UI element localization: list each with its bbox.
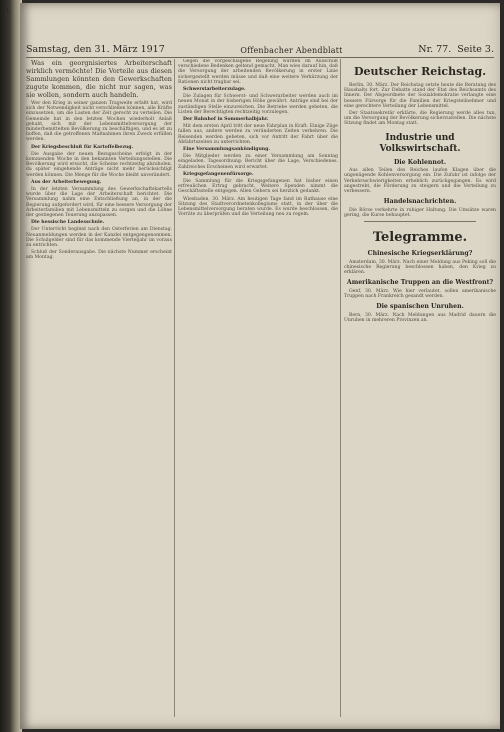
article-text: Der Staatssekretär erklärte, die Regierung werde alles tun, um die Versorgung der Bevölkerung sicherzustellen. Die nächste Sitzung findet am Montag statt. (344, 111, 496, 127)
column-right (344, 59, 496, 717)
article-text: Aus allen Teilen des Reiches laufen Klagen über die ungenügende Kohlenversorgung ein. Die Zufuhr ist infolge der Verkehrsschwierigkeiten erheblich zurückgegangen. Es wird angestrebt, die Förderung zu steigern und die Verteilung zu verbessern. (344, 168, 496, 194)
telegrams-headline: Telegramme. (372, 230, 468, 246)
spine-label: 31. 3. (2, 8, 12, 22)
article-text: Berlin, 30. März. Der Reichstag setzte heute die Beratung des Haushalts fort. Zur Debatte stand der Etat des Reichsamts des Innern. Der Abgeordnete der Sozialdemokratie verlangte eine bessere Fürsorge für die Familien der Kriegsteilnehmer und eine gerechtere Verteilung der Lebensmittel. (344, 83, 496, 109)
article-text: Die Zulagen für Schwerst- und Schwerarbeiter werden auch im neuen Monat in der bisherigen Höhe gewährt. Anträge sind bei der zuständigen Stelle einzureichen. Die Betriebe werden gebeten, die Listen der Berechtigten rechtzeitig vorzulegen. (178, 94, 338, 115)
article-text: Mit dem ersten April tritt der neue Fahrplan in Kraft. Einige Züge fallen aus, andere werden zu veränderten Zeiten verkehren. Die Reisenden werden gebeten, sich vor Antritt der Fahrt über die Abfahrtszeiten zu unterrichten. (178, 124, 338, 145)
reichstag-headline: Deutscher Reichstag. (353, 65, 487, 78)
article-heading: Der Bahnhof in Sommerhalbjahr. (183, 117, 269, 123)
article-text: Die Sammlung für die Kriegsgefangenen hat bisher einen erfreulichen Ertrag gebracht. Weitere Spenden nimmt die Geschäftsstelle entgegen. Allen Gebern sei herzlich gedankt. (178, 179, 338, 195)
article-text: Wiesbaden, 30. März. Am heutigen Tage fand im Rathause eine Sitzung des Stadtverordnetenkollegiums statt, in der über die Lebensmittelversorgung beraten wurde. Es wurde beschlossen, die Vorräte zu überprüfen und die Verteilung neu zu regeln. (178, 196, 338, 218)
article-text: Die Mitglieder werden zu einer Versammlung am Sonntag eingeladen. Tagesordnung: Bericht über die Lage, Verschiedenes. Zahlreiches Erscheinen wird erwartet. (178, 154, 338, 170)
article-heading: Die Kohlennot. (393, 158, 447, 166)
article-heading: Die spanischen Unruhen. (376, 303, 464, 311)
page-header (26, 41, 494, 55)
article-heading: Chinesische Kriegserklärung? (367, 250, 473, 258)
header-issue: Nr. 77. (418, 44, 452, 55)
newspaper-page (20, 3, 500, 729)
section-divider (364, 221, 476, 222)
economy-section-heading: Industrie und Volkswirtschaft. (379, 132, 461, 154)
article-lead: Was ein georgnisiertes Arbeiterschaft wirklich vermöchte! Die Vorteile aus diesen Sammlungen könnten den Gewerkschaften zugute kommen, die nicht nur sagen, was sie wollen, sondern auch handeln. (26, 59, 172, 99)
article-text: In der letzten Versammlung des Gewerkschaftskartells wurde über die Lage der Arbeiterschaft berichtet. Die Versammlung nahm eine Entschließung an, in der die Regierung aufgefordert wird, für eine bessere Versorgung der Arbeiterfamilien mit Lebensmitteln zu sorgen und die Löhne der gestiegenen Teuerung anzupassen. (26, 187, 172, 219)
header-issue-page (418, 44, 494, 55)
article-text: Die Börse verkehrte in ruhiger Haltung. Die Umsätze waren gering, die Kurse behauptet. (344, 207, 496, 218)
header-page: Seite 3. (457, 44, 494, 55)
article-heading: Handelsnachrichten. (383, 198, 457, 206)
article-text: Bern, 30. März. Nach Meldungen aus Madrid dauern die Unruhen in mehreren Provinzen an. (344, 312, 496, 323)
article-heading: Schwerstarbeiterzulage. (183, 87, 246, 93)
article-text: Gegen die vorgeschlagene Regelung wurden im Ausschuß verschiedene Bedenken geltend gemacht. Man wies darauf hin, daß die Versorgung der arbeitenden Bevölkerung in erster Linie sichergestellt werden müsse und daß eine weitere Verkürzung der Rationen nicht tragbar sei. (178, 59, 338, 85)
article-text: Schluß der Sonderausgabe. Die nächste Nummer erscheint am Montag. (26, 250, 172, 261)
header-date: Samstag, den 31. März 1917 (26, 44, 165, 55)
article-text: Genf, 30. März. Wie hier verlautet, sollen amerikanische Truppen nach Frankreich gesandt werden. (344, 288, 496, 299)
article-heading: Amerikanische Truppen an die Westfront? (346, 279, 494, 287)
header-rule (26, 57, 494, 58)
column-divider (174, 59, 175, 717)
article-text: Die Ausgabe der neuen Bezugsscheine erfolgt in der kommenden Woche in den bekannten Verteilungsstellen. Die Bevölkerung wird ersucht, die Scheine rechtzeitig abzuholen, da später eingehende Anträge nicht mehr berücksichtigt werden können. Die Menge für die Woche bleibt unverändert. (26, 151, 172, 178)
article-heading: Die hessische Landesschule. (31, 220, 105, 226)
article-text: Der Unterricht beginnt nach den Osterferien am Dienstag. Neuanmeldungen werden in der Kanzlei entgegengenommen. Die Schulgelder sind für das kommende Vierteljahr im voraus zu entrichten. (26, 227, 172, 249)
column-middle (178, 59, 338, 717)
article-heading: Der Kriegsbeschluß für Kartoffelbezug. (31, 144, 134, 150)
article-heading: Aus der Arbeiterbewegung. (31, 179, 102, 185)
article-text: Amsterdam, 30. März. Nach einer Meldung aus Peking soll die chinesische Regierung beschlossen haben, den Krieg zu erklären. (344, 259, 496, 275)
header-newspaper-name: Offenbacher Abendblatt (240, 46, 343, 55)
article-heading: Eine Versammlungsankündigung. (183, 147, 270, 153)
column-divider (340, 59, 341, 717)
column-left (26, 59, 172, 717)
article-text: Wer den Krieg in seiner ganzen Tragweite erfaßt hat, wird sich der Notwendigkeit nicht verschließen können, alle Kräfte einzusetzen, um die Lasten der Zeit gerecht zu verteilen. Die Gemeinde hat in den letzten Wochen wiederholt Anlaß gehabt, sich mit der Lebensmittelversorgung der minderbemittelten Bevölkerung zu beschäftigen, und es ist zu hoffen, daß die getroffenen Maßnahmen ihren Zweck erfüllen werden. (26, 101, 172, 143)
book-spine (0, 0, 22, 732)
article-heading: Kriegsgefangenenfürsorge. (183, 171, 254, 177)
